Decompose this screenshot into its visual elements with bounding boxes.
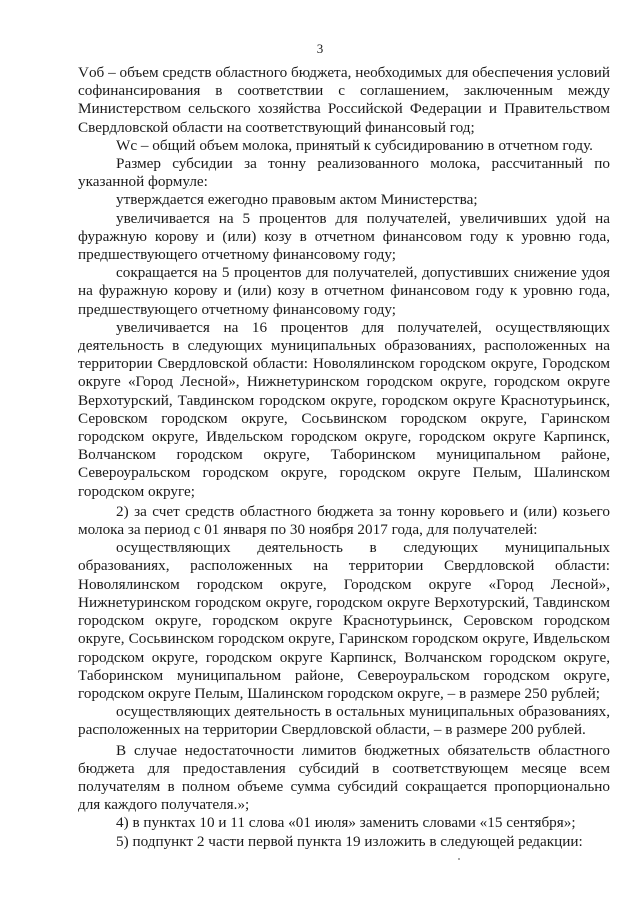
paragraph-250-rubles: осуществляющих деятельность в следующих муниципальных образованиях, расположенных на территории Свердловской области: Новолялинском городском округе, Городском округе «Город Лесной», Нижнетуринском городском округе, городском округе Верхотурский, Тавдинском городском округе, городском округе Краснотурьинск, Серовском городском округе, Сосьвинском городском округе, Гаринском городском округе, Ивдельском городском округе, городском округе Карпинск, Волчанском городском округе, Таборинском муниципальном районе, Североуральском городском округе, городском округе Пелым, Шалинском городском округе, – в размере 250 рублей; [78, 539, 610, 702]
paragraph-approved-annually: утверждается ежегодно правовым актом Министерства; [116, 191, 478, 209]
page-number: 3 [316, 41, 324, 56]
paragraph-item-4: 4) в пунктах 10 и 11 слова «01 июля» заменить словами «15 сентября»; [116, 814, 576, 832]
paragraph-subsidy-size-intro: Размер субсидии за тонну реализованного молока, рассчитанный по указанной формуле: [78, 155, 610, 191]
paragraph-item-5: 5) подпункт 2 части первой пункта 19 изложить в следующей редакции: [116, 832, 583, 850]
paragraph-insufficient-limits: В случае недостаточности лимитов бюджетных обязательств областного бюджета для предоставления субсидий в соответствующем месяце всем получателям в полном объеме сумма субсидий сокращается пропорционально для каждого получателя.»; [78, 741, 610, 814]
scan-speck [458, 858, 460, 860]
paragraph-vob-definition: Vоб – объем средств областного бюджета, необходимых для обеспечения условий софинансирования в соответствии с соглашением, заключенным между Министерством сельского хозяйства Российской Федерации и Правительством Свердловской области на соответствующий финансовый год; [78, 64, 610, 136]
paragraph-wc-definition: Wc – общий объем молока, принятый к субсидированию в отчетном году. [116, 136, 593, 154]
paragraph-increase-16-percent: увеличивается на 16 процентов для получателей, осуществляющих деятельность в следующих муниципальных образованиях, расположенных на территории Свердловской области: Новолялинском городском округе, Городском округе «Город Лесной», Нижнетуринском городском округе, городском округе Верхотурский, Тавдинском городском округе, городском округе Краснотурьинск, Серовском городском округе, Сосьвинском городском округе, Гаринском городском округе, Ивдельском городском округе, городском округе Карпинск, Волчанском городском округе, Таборинском муниципальном районе, Североуральском городском округе, городском округе Пелым, Шалинском городском округе; [78, 318, 610, 500]
paragraph-item-2: 2) за счет средств областного бюджета за тонну коровьего и (или) козьего молока за период с 01 января по 30 ноября 2017 года, для получателей: [78, 502, 610, 539]
document-body [78, 64, 610, 851]
paragraph-decrease-5-percent: сокращается на 5 процентов для получателей, допустивших снижение удоя на фуражную корову и (или) козу в отчетном финансовом году к уровню года, предшествующего отчетному финансовому году; [78, 264, 610, 318]
paragraph-increase-5-percent: увеличивается на 5 процентов для получателей, увеличивших удой на фуражную корову и (или) козу в отчетном финансовом году к уровню года, предшествующего отчетному финансовому году; [78, 209, 610, 264]
paragraph-200-rubles: осуществляющих деятельность в остальных муниципальных образованиях, расположенных на территории Свердловской области, – в размере 200 рублей. [78, 703, 610, 739]
